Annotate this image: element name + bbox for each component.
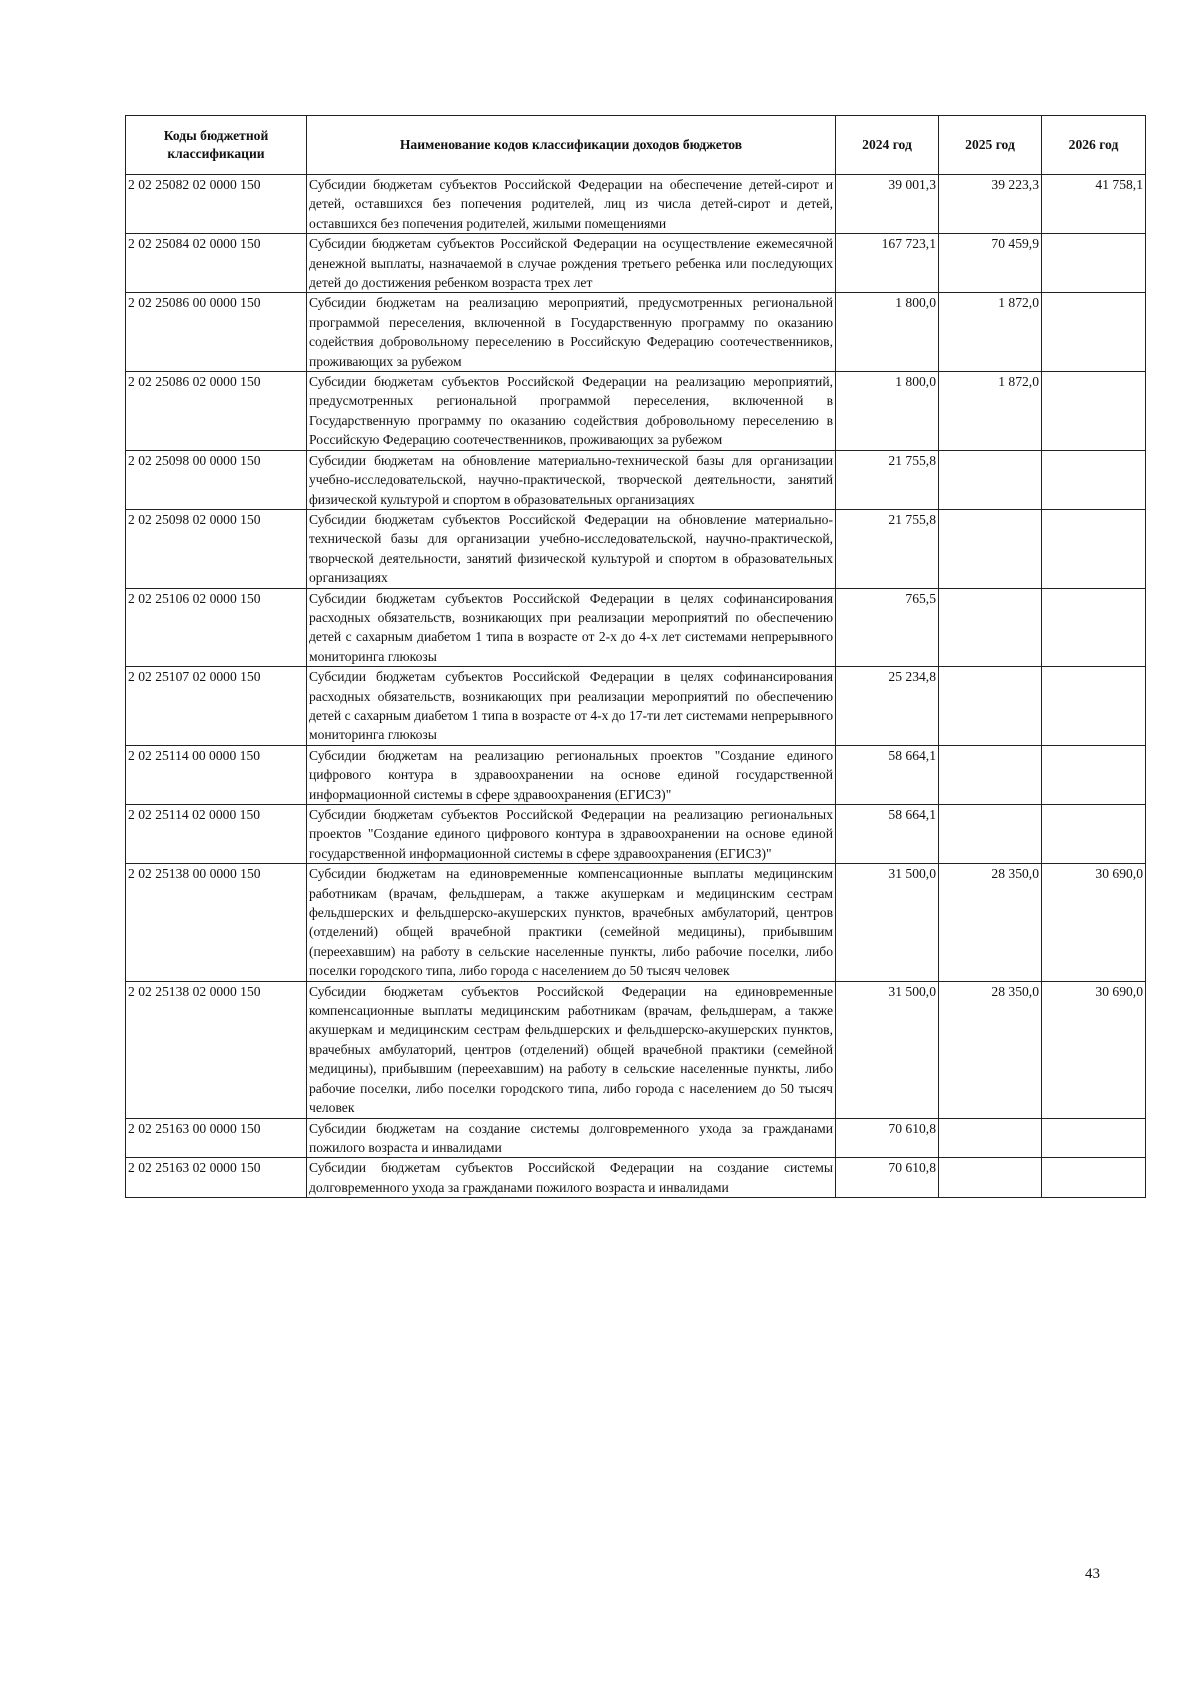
row-name: Субсидии бюджетам на реализацию региональных проектов "Создание единого цифрового контура в здравоохранении на основе единой государственной информационной системы в сфере здравоохранения (ЕГИСЗ)" <box>307 745 836 804</box>
page-number: 43 <box>1085 1566 1100 1582</box>
row-2025 <box>939 450 1042 509</box>
row-name: Субсидии бюджетам на создание системы долговременного ухода за гражданами пожилого возраста и инвалидами <box>307 1118 836 1158</box>
row-2026 <box>1042 234 1146 293</box>
row-2025: 28 350,0 <box>939 981 1042 1118</box>
row-code: 2 02 25114 02 0000 150 <box>126 805 307 864</box>
header-code: Коды бюджетной классификации <box>126 116 307 175</box>
row-2024: 31 500,0 <box>836 864 939 981</box>
row-2025: 28 350,0 <box>939 864 1042 981</box>
row-2025 <box>939 1158 1042 1198</box>
row-code: 2 02 25106 02 0000 150 <box>126 588 307 667</box>
row-2026 <box>1042 372 1146 451</box>
row-2024: 21 755,8 <box>836 450 939 509</box>
row-2024: 58 664,1 <box>836 805 939 864</box>
row-2026: 30 690,0 <box>1042 864 1146 981</box>
row-2024: 167 723,1 <box>836 234 939 293</box>
table-row <box>126 234 1146 293</box>
row-2025: 1 872,0 <box>939 372 1042 451</box>
row-code: 2 02 25114 00 0000 150 <box>126 745 307 804</box>
row-2026 <box>1042 450 1146 509</box>
table-row <box>126 509 1146 588</box>
row-2026 <box>1042 1158 1146 1198</box>
row-2024: 70 610,8 <box>836 1118 939 1158</box>
header-2026: 2026 год <box>1042 116 1146 175</box>
row-2026 <box>1042 667 1146 746</box>
row-code: 2 02 25138 02 0000 150 <box>126 981 307 1118</box>
row-2025 <box>939 745 1042 804</box>
row-name: Субсидии бюджетам субъектов Российской Федерации на реализацию мероприятий, предусмотренных региональной программой переселения, включенной в Государственную программу по оказанию содействия добровольному переселению в Российскую Федерацию соотечественников, проживающих за рубежом <box>307 372 836 451</box>
table-header-row <box>126 116 1146 175</box>
row-code: 2 02 25163 02 0000 150 <box>126 1158 307 1198</box>
row-name: Субсидии бюджетам на обновление материально-технической базы для организации учебно-исследовательской, научно-практической, творческой деятельности, занятий физической культурой и спортом в образовательных организациях <box>307 450 836 509</box>
row-2025 <box>939 667 1042 746</box>
row-name: Субсидии бюджетам субъектов Российской Федерации в целях софинансирования расходных обязательств, возникающих при реализации мероприятий по обеспечению детей с сахарным диабетом 1 типа в возрасте от 2-х до 4-х лет системами непрерывного мониторинга глюкозы <box>307 588 836 667</box>
row-code: 2 02 25086 00 0000 150 <box>126 293 307 372</box>
row-2026 <box>1042 805 1146 864</box>
table-row <box>126 293 1146 372</box>
row-code: 2 02 25084 02 0000 150 <box>126 234 307 293</box>
row-2024: 70 610,8 <box>836 1158 939 1198</box>
row-2025 <box>939 805 1042 864</box>
row-2024: 58 664,1 <box>836 745 939 804</box>
header-name: Наименование кодов классификации доходов бюджетов <box>307 116 836 175</box>
table-row <box>126 981 1146 1118</box>
row-2025 <box>939 588 1042 667</box>
row-code: 2 02 25082 02 0000 150 <box>126 175 307 234</box>
table-row <box>126 588 1146 667</box>
row-2024: 1 800,0 <box>836 372 939 451</box>
table-row <box>126 1158 1146 1198</box>
row-code: 2 02 25163 00 0000 150 <box>126 1118 307 1158</box>
row-code: 2 02 25138 00 0000 150 <box>126 864 307 981</box>
row-2026: 30 690,0 <box>1042 981 1146 1118</box>
row-2025: 70 459,9 <box>939 234 1042 293</box>
row-2024: 39 001,3 <box>836 175 939 234</box>
row-code: 2 02 25107 02 0000 150 <box>126 667 307 746</box>
table-row <box>126 667 1146 746</box>
table-row <box>126 450 1146 509</box>
row-2026 <box>1042 1118 1146 1158</box>
table-row <box>126 805 1146 864</box>
row-2025: 39 223,3 <box>939 175 1042 234</box>
row-name: Субсидии бюджетам субъектов Российской Федерации в целях софинансирования расходных обязательств, возникающих при реализации мероприятий по обеспечению детей с сахарным диабетом 1 типа в возрасте от 4-х до 17-ти лет системами непрерывного мониторинга глюкозы <box>307 667 836 746</box>
row-2024: 765,5 <box>836 588 939 667</box>
row-name: Субсидии бюджетам субъектов Российской Федерации на обеспечение детей-сирот и детей, оставшихся без попечения родителей, лиц из числа детей-сирот и детей, оставшихся без попечения родителей, жилыми помещениями <box>307 175 836 234</box>
row-name: Субсидии бюджетам на реализацию мероприятий, предусмотренных региональной программой переселения, включенной в Государственную программу по оказанию содействия добровольному переселению в Российскую Федерацию соотечественников, проживающих за рубежом <box>307 293 836 372</box>
row-2026 <box>1042 509 1146 588</box>
row-2024: 25 234,8 <box>836 667 939 746</box>
header-2024: 2024 год <box>836 116 939 175</box>
row-2026 <box>1042 293 1146 372</box>
header-2025: 2025 год <box>939 116 1042 175</box>
document-sheet <box>125 115 1145 1198</box>
row-2025: 1 872,0 <box>939 293 1042 372</box>
table-row <box>126 745 1146 804</box>
row-2024: 21 755,8 <box>836 509 939 588</box>
table-row <box>126 372 1146 451</box>
row-name: Субсидии бюджетам субъектов Российской Федерации на осуществление ежемесячной денежной выплаты, назначаемой в случае рождения третьего ребенка или последующих детей до достижения ребенком возраста трех лет <box>307 234 836 293</box>
row-code: 2 02 25098 00 0000 150 <box>126 450 307 509</box>
row-name: Субсидии бюджетам субъектов Российской Федерации на создание системы долговременного ухода за гражданами пожилого возраста и инвалидами <box>307 1158 836 1198</box>
row-2026 <box>1042 745 1146 804</box>
budget-table <box>125 115 1146 1198</box>
row-name: Субсидии бюджетам субъектов Российской Федерации на единовременные компенсационные выплаты медицинским работникам (врачам, фельдшерам, а также акушеркам и медицинским сестрам фельдшерских и фельдшерско-акушерских пунктов, врачебных амбулаторий, центров (отделений) общей врачебной практики (семейной медицины), прибывшим (переехавшим) на работу в сельские населенные пункты, либо рабочие поселки, либо поселки городского типа, либо города с населением до 50 тысяч человек <box>307 981 836 1118</box>
table-row <box>126 864 1146 981</box>
row-2026: 41 758,1 <box>1042 175 1146 234</box>
row-name: Субсидии бюджетам субъектов Российской Федерации на обновление материально-технической базы для организации учебно-исследовательской, научно-практической, творческой деятельности, занятий физической культурой и спортом в образовательных организациях <box>307 509 836 588</box>
row-2025 <box>939 1118 1042 1158</box>
row-code: 2 02 25086 02 0000 150 <box>126 372 307 451</box>
row-name: Субсидии бюджетам субъектов Российской Федерации на реализацию региональных проектов "Создание единого цифрового контура в здравоохранении на основе единой государственной информационной системы в сфере здравоохранения (ЕГИСЗ)" <box>307 805 836 864</box>
row-2025 <box>939 509 1042 588</box>
row-2024: 31 500,0 <box>836 981 939 1118</box>
table-row <box>126 1118 1146 1158</box>
row-2026 <box>1042 588 1146 667</box>
row-name: Субсидии бюджетам на единовременные компенсационные выплаты медицинским работникам (врачам, фельдшерам, а также акушеркам и медицинским сестрам фельдшерских и фельдшерско-акушерских пунктов, врачебных амбулаторий, центров (отделений) общей врачебной практики (семейной медицины), прибывшим (переехавшим) на работу в сельские населенные пункты, либо рабочие поселки, либо поселки городского типа, либо города с населением до 50 тысяч человек <box>307 864 836 981</box>
row-2024: 1 800,0 <box>836 293 939 372</box>
table-row <box>126 175 1146 234</box>
row-code: 2 02 25098 02 0000 150 <box>126 509 307 588</box>
